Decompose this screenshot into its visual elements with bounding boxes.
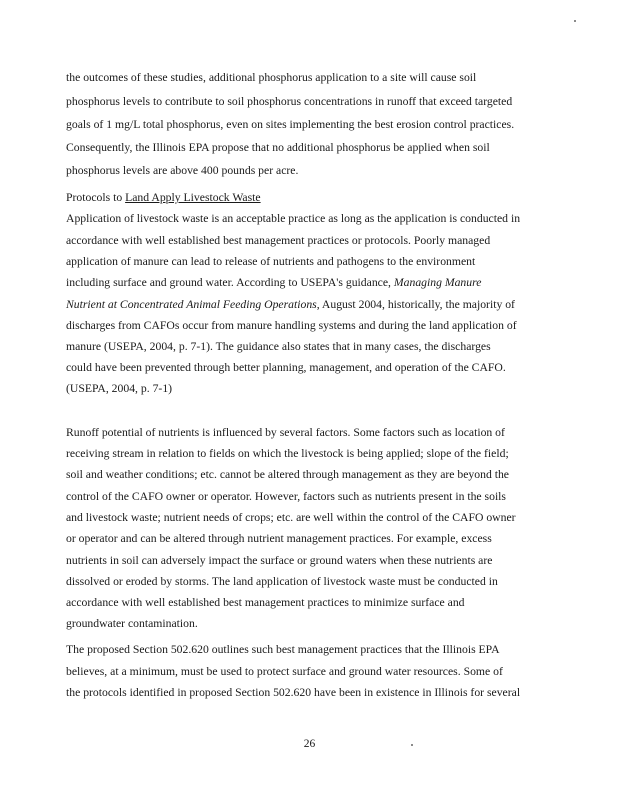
paragraph2-line: discharges from CAFOs occur from manure handling systems and during the land application of [66, 319, 517, 332]
paragraph4-line: The proposed Section 502.620 outlines such best management practices that the Illinois EPA [66, 643, 500, 656]
paragraph3-line: groundwater contamination. [66, 617, 198, 630]
page-number: 26 [303, 738, 316, 750]
paragraph2-text: , August 2004, historically, the majority of [316, 298, 515, 311]
paragraph2-line [66, 298, 515, 312]
paragraph2-line [66, 276, 481, 290]
section-heading-underlined: Land Apply Livestock Waste [125, 191, 261, 204]
paragraph3-line: accordance with well established best management practices to minimize surface and [66, 596, 465, 609]
paragraph2-line: (USEPA, 2004, p. 7-1) [66, 382, 173, 395]
paragraph2-line: manure (USEPA, 2004, p. 7-1). The guidance also states that in many cases, the discharges [66, 340, 491, 353]
paragraph1-line: phosphorus levels to contribute to soil phosphorus concentrations in runoff that exceed targeted [66, 95, 513, 108]
paragraph4-line: believes, at a minimum, must be used to protect surface and ground water resources. Some of [66, 665, 503, 678]
paragraph3-line: or operator and can be altered through nutrient management practices. For example, excess [66, 532, 492, 545]
paragraph3-line: and livestock waste; nutrient needs of crops; etc. are well within the control of the CAFO owner [66, 511, 516, 524]
paragraph3-line: nutrients in soil can adversely impact the surface or ground waters when these nutrients are [66, 554, 493, 567]
paragraph3-line: control of the CAFO owner or operator. However, factors such as nutrients present in the soils [66, 490, 506, 503]
paragraph2-line: could have been prevented through better planning, management, and operation of the CAFO. [66, 361, 506, 374]
paragraph2-italic-title: Nutrient at Concentrated Animal Feeding Operations [66, 298, 317, 311]
paragraph2-italic-title: Managing Manure [393, 276, 482, 289]
paragraph4-line: the protocols identified in proposed Section 502.620 have been in existence in Illinois for several [66, 686, 521, 699]
scan-speck [574, 20, 576, 22]
paragraph3-line: receiving stream in relation to fields on which the livestock is being applied; slope of the field; [66, 447, 509, 460]
paragraph1-line: phosphorus levels are above 400 pounds per acre. [66, 164, 299, 177]
scan-speck [411, 744, 413, 746]
paragraph1-line: Consequently, the Illinois EPA propose that no additional phosphorus be applied when soil [66, 141, 490, 154]
section-heading-prefix: Protocols to [66, 191, 126, 204]
paragraph1-line: goals of 1 mg/L total phosphorus, even on sites implementing the best erosion control practices. [66, 118, 515, 131]
paragraph2-line: Application of livestock waste is an acceptable practice as long as the application is conducted in [66, 212, 521, 225]
section-heading [66, 191, 261, 205]
paragraph2-text: including surface and ground water. According to USEPA's guidance, [66, 276, 394, 289]
paragraph2-line: application of manure can lead to release of nutrients and pathogens to the environment [66, 255, 476, 268]
paragraph3-line: soil and weather conditions; etc. cannot be altered through management as they are beyond the [66, 468, 509, 481]
paragraph2-line: accordance with well established best management practices or protocols. Poorly managed [66, 234, 491, 247]
paragraph3-line: dissolved or eroded by storms. The land application of livestock waste must be conducted in [66, 575, 498, 588]
paragraph3-line: Runoff potential of nutrients is influenced by several factors. Some factors such as location of [66, 426, 505, 439]
paragraph1-line: the outcomes of these studies, additional phosphorus application to a site will cause soil [66, 71, 477, 84]
